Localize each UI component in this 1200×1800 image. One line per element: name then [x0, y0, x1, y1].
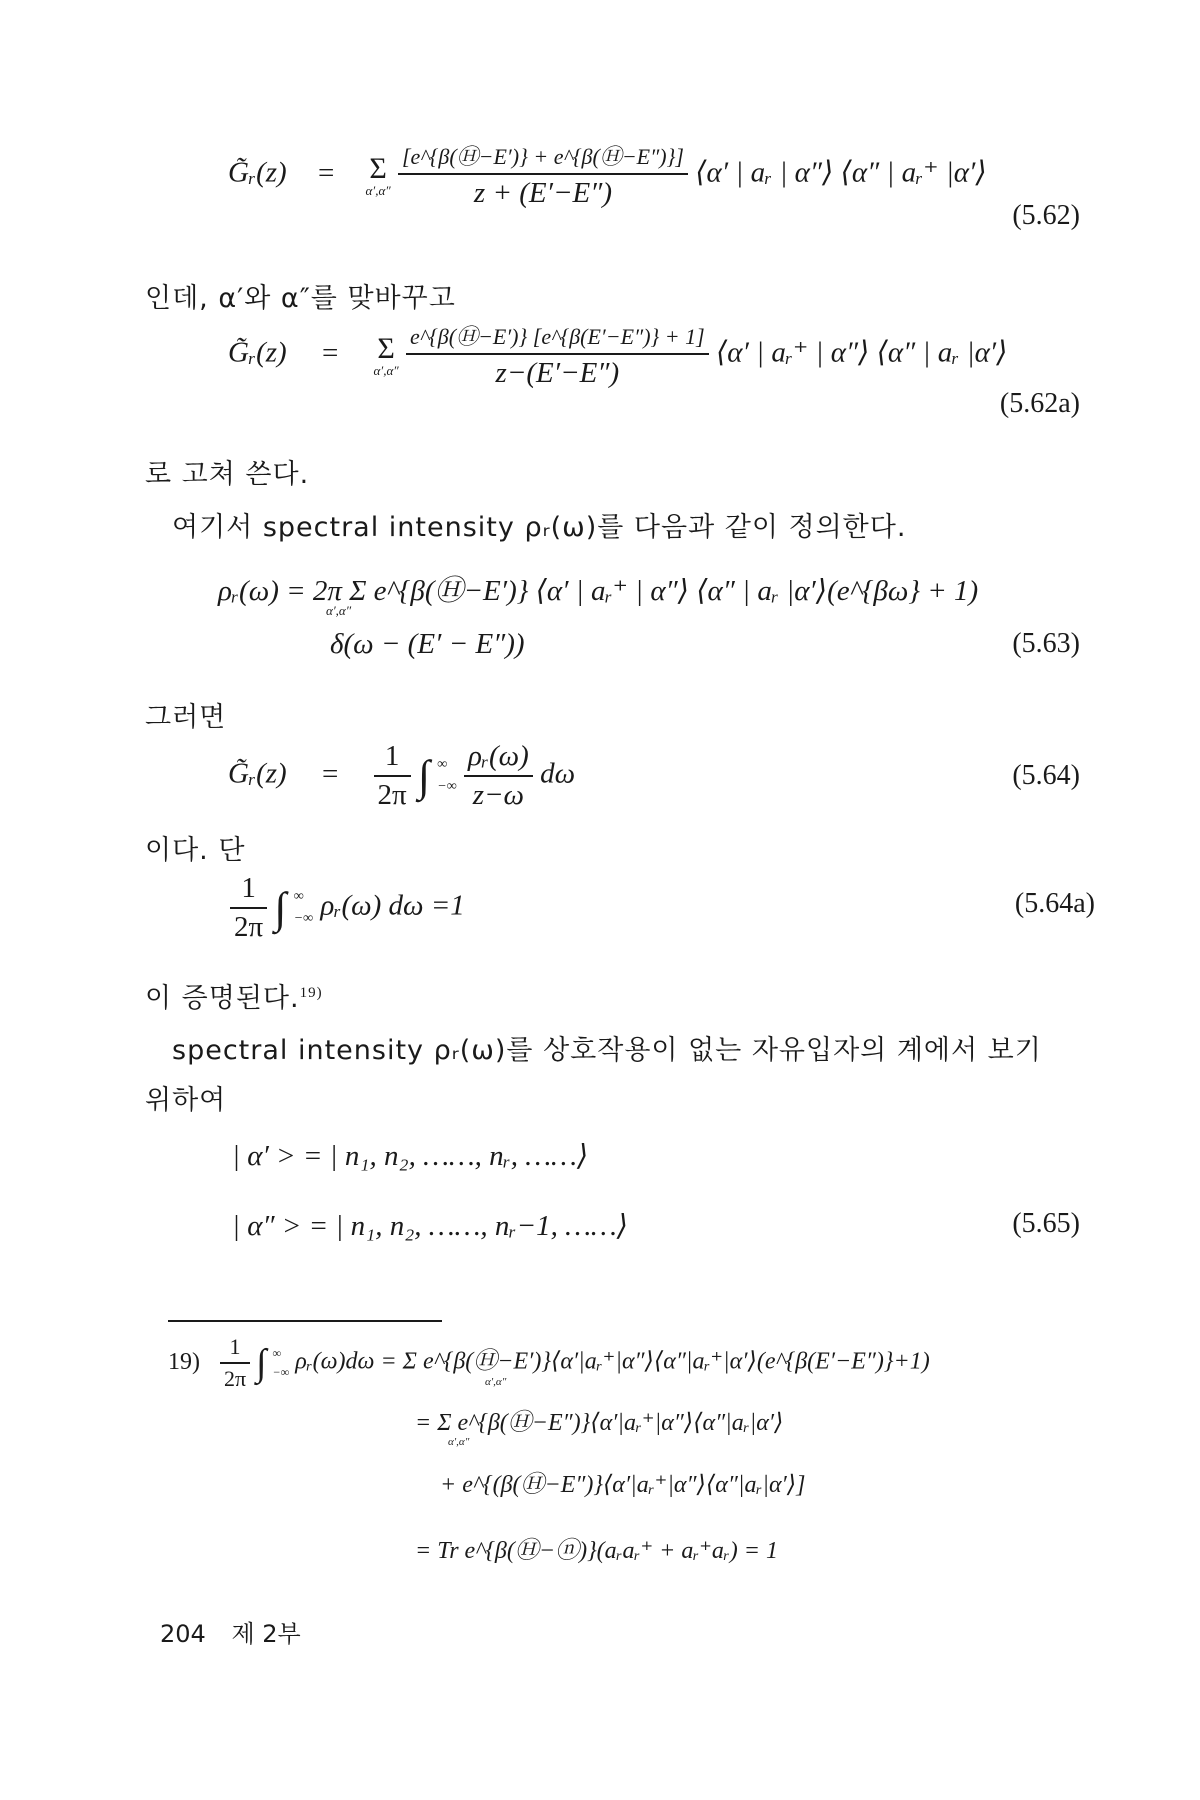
eq563-sum-index: α′,α″	[326, 603, 352, 618]
text-for-purpose: 위하여	[145, 1085, 227, 1116]
footnote-19-line3: + e^{(β(Ⓗ−E″)}⟨α′|aᵣ⁺|α″⟩⟨α″|aᵣ|α′⟩]	[440, 1472, 806, 1498]
eq564a-body: ρᵣ(ω) dω =1	[320, 889, 465, 922]
footnote-label: 19)	[168, 1348, 200, 1375]
eq563-line1: ρᵣ(ω) = 2π Σ e^{β(Ⓗ−E′)} ⟨α′ | aᵣ⁺ | α″⟩ ⟨α″ | aᵣ |α′⟩(e^{βω} + 1)	[218, 575, 979, 607]
equation-5-62a	[228, 320, 1007, 390]
eq564-prefactor: $\frac{1}{2\pi}$	[374, 740, 411, 812]
eq563-line2: δ(ω − (E′ − E″))	[330, 628, 525, 660]
eq565-line1: | α′ > = | n₁, n₂, ……, nᵣ, ……⟩	[232, 1140, 589, 1172]
eq562a-sum: Σ α′,α″	[373, 331, 399, 378]
eq565-line2: | α″ > = | n₁, n₂, ……, nᵣ−1, ……⟩	[232, 1210, 628, 1242]
footnote-ref-19[interactable]: 19)	[299, 985, 323, 1001]
eq562-matrix-elements: ⟨α′ | aᵣ | α″⟩ ⟨α″ | aᵣ⁺ |α′⟩	[695, 156, 987, 189]
eq564-number: (5.64)	[1012, 760, 1080, 791]
footnote-integral-sign: ∫	[256, 1342, 267, 1384]
text-rewrite: 로 고쳐 쓴다.	[145, 459, 310, 490]
text-define-spectral: 여기서 spectral intensity ρᵣ(ω)를 다음과 같이 정의한다.	[172, 512, 907, 543]
eq564a-prefactor: $\frac{1}{2\pi}$	[230, 872, 267, 944]
footnote-l1-body: ρᵣ(ω)dω = Σ e^{β(Ⓗ−E′)}⟨α′|aᵣ⁺|α″⟩⟨α″|aᵣ⁺|α′⟩(e^{β(E′−E″)}+1)	[295, 1348, 930, 1375]
eq562a-equals: =	[321, 336, 339, 369]
eq564a-number: (5.64a)	[1014, 888, 1095, 919]
eq564a-limits: ∞ −∞	[293, 888, 314, 926]
text-free-particle: spectral intensity ρᵣ(ω)를 상호작용이 없는 자유입자의 계에서 보기	[172, 1035, 1042, 1066]
eq564-equals: =	[321, 757, 339, 790]
eq562-lhs: G͂ᵣ(z)	[228, 156, 287, 189]
eq563-number: (5.63)	[1012, 628, 1080, 659]
eq562-fraction: $\frac{[e\^{}\{\beta(Ⓗ-E')\} + e\^{}\{\beta(Ⓗ-E'')\}]}{z + (E'-E'')}$	[398, 140, 688, 210]
eq564-differential: dω	[540, 757, 576, 790]
equation-5-62	[228, 140, 987, 210]
footnote-19-line4: = Tr e^{β(Ⓗ−ⓝ)}(aᵣaᵣ⁺ + aᵣ⁺aᵣ) = 1	[415, 1538, 778, 1564]
page-footer	[160, 1614, 301, 1649]
eq562a-fraction: $\frac{e\^{}\{\beta(Ⓗ-E')\} [e\^{}\{\beta(E'-E'')\} + 1]}{z-(E'-E'')}$	[406, 320, 709, 390]
text-however: 이다. 단	[145, 835, 246, 866]
footnote-separator	[168, 1320, 442, 1322]
equation-5-64a	[230, 872, 465, 944]
footnote-19-line1	[168, 1334, 930, 1392]
text-swap-alpha: 인데, α′와 α″를 맞바꾸고	[145, 283, 456, 314]
eq562-equals: =	[317, 156, 335, 189]
eq562a-lhs: G͂ᵣ(z)	[228, 336, 287, 369]
eq564-integral-sign: ∫	[417, 751, 431, 801]
page-number: 204	[160, 1620, 206, 1648]
eq564a-integral-sign: ∫	[274, 883, 287, 933]
eq562-sum: Σ α′,α″	[365, 151, 391, 198]
eq562a-matrix-elements: ⟨α′ | aᵣ⁺ | α″⟩ ⟨α″ | aᵣ |α′⟩	[715, 336, 1008, 369]
footnote-limits: ∞ −∞	[272, 1345, 290, 1379]
part-label: 제 2부	[231, 1620, 301, 1648]
eq564-integrand: $\frac{\text{ρᵣ(ω)}}{z-\omega}$	[464, 740, 533, 812]
footnote-sum-index-2: α′,α″	[448, 1436, 470, 1448]
eq562-number: (5.62)	[1012, 200, 1080, 231]
text-proved: 이 증명된다.$^{19)}$	[145, 983, 323, 1014]
footnote-sum-index-1: α′,α″	[485, 1376, 507, 1388]
eq564-limits: ∞ −∞	[437, 756, 457, 794]
footnote-19-line2: = Σ e^{β(Ⓗ−E″)}⟨α′|aᵣ⁺|α″⟩⟨α″|aᵣ|α′⟩	[415, 1410, 784, 1436]
eq562a-number: (5.62a)	[999, 388, 1080, 419]
text-then: 그러면	[145, 702, 227, 733]
footnote-prefactor: $\frac{1}{2\pi}$	[220, 1334, 250, 1392]
eq564-lhs: G͂ᵣ(z)	[228, 757, 287, 790]
equation-5-64	[228, 740, 575, 812]
eq565-number: (5.65)	[1012, 1208, 1080, 1239]
